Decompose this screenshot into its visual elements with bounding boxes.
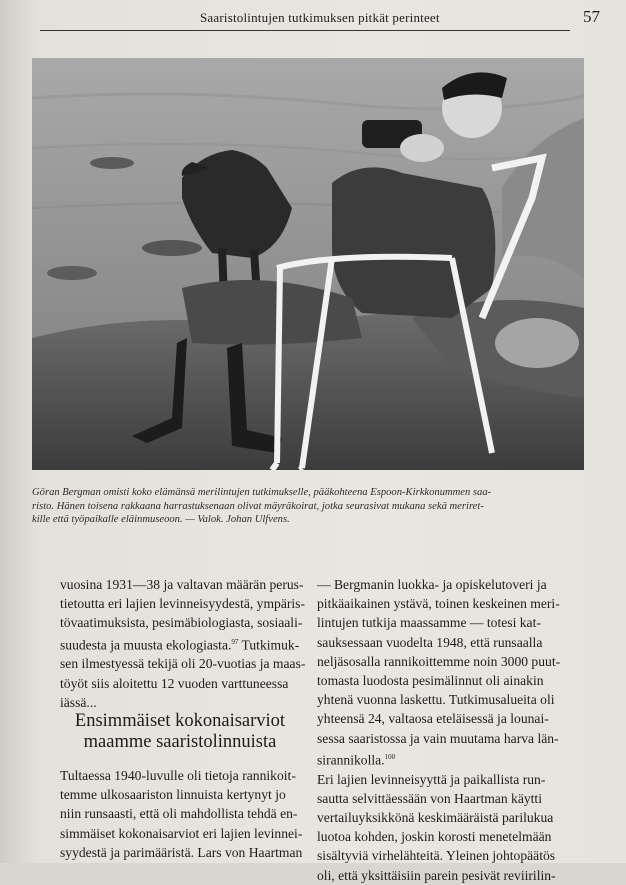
running-title: Saaristolintujen tutkimuksen pitkät perinteet bbox=[200, 10, 440, 25]
section-heading-line1: Ensimmäiset kokonaisarviot bbox=[74, 711, 286, 731]
text-line: oli, että yksittäisiin parein pesivät reviirilin- bbox=[317, 867, 556, 883]
text-line: iässä... bbox=[60, 694, 97, 710]
text-line: Eri lajien levinneisyyttä ja paikallista run- bbox=[317, 771, 546, 787]
text-line: tövaatimuksista, pesimäbiologiasta, sosiaali- bbox=[60, 615, 303, 631]
text-line: syydestä ja parimääristä. Lars von Haartman bbox=[60, 844, 303, 860]
caption-line: Göran Bergman omisti koko elämänsä merilintujen tutkimukselle, pääkohteena Espoon-Kirkkonummen saa- bbox=[32, 487, 492, 498]
text-line: sisältyviä virhelähteitä. Yleinen johtopäätös bbox=[317, 848, 556, 864]
text-line: vertailuyksikkönä keskimääräistä parilukua bbox=[317, 809, 554, 825]
text-line: sen ilmestyessä tekijä oli 20-vuotias ja maas- bbox=[60, 656, 306, 672]
left-column-text-2 bbox=[60, 766, 303, 862]
page-header bbox=[40, 7, 600, 31]
text-line: tietoutta eri lajien levinneisyydestä, ympäris- bbox=[60, 596, 305, 612]
text-line: simmäiset kokonaisarviot eri lajien levinnei- bbox=[60, 825, 303, 841]
section-heading bbox=[60, 711, 300, 753]
text-line: sautta selvittäessään von Haartman käytti bbox=[317, 790, 542, 806]
text-line: yhteensä 24, valtaosa eteläisessä ja lounai- bbox=[317, 711, 549, 727]
text-line: neljäsosalla rannikoittemme noin 3000 puut- bbox=[317, 653, 561, 669]
text-line: lintujen tutkija maassamme — totesi kat- bbox=[317, 615, 541, 631]
caption-line: kille että työpaikalle eläinmuseoon. — Valok. Johan Ulfvens. bbox=[32, 514, 290, 525]
text-line: vuosina 1931—38 ja valtavan määrän perus- bbox=[60, 577, 304, 592]
footnote-marker: 97 bbox=[231, 637, 239, 646]
section-heading-line2: maamme saaristolinnuista bbox=[83, 732, 277, 752]
text-line: töyöt siis aloitettu 12 vuoden varttuneessa bbox=[60, 675, 289, 691]
left-column-text bbox=[60, 575, 306, 712]
text-line: sauksessaan vuodelta 1948, että runsaalla bbox=[317, 634, 543, 650]
text-line: Tultaessa 1940-luvulle oli tietoja rannikoit- bbox=[60, 768, 296, 783]
photo-man-with-dog bbox=[32, 58, 584, 470]
text-line: luotoa kohden, joskin korosti menetelmään bbox=[317, 829, 552, 845]
photo-illustration bbox=[32, 58, 584, 470]
caption-line: risto. Hänen toisena rakkaana harrastuksenaan olivat mäyräkoirat, jotka seurasivat mukana sekä meriret- bbox=[32, 500, 484, 512]
text-line: sirannikolla.$^{100}$ bbox=[317, 752, 396, 768]
footnote-marker: 100 bbox=[384, 752, 396, 761]
photo-caption bbox=[32, 486, 584, 527]
text-line: suudesta ja muusta ekologiasta.$^{97}$ Tutkimuk- bbox=[60, 637, 300, 653]
page-number: 57 bbox=[583, 7, 600, 26]
text-line: — Bergmanin luokka- ja opiskelutoveri ja bbox=[317, 577, 547, 592]
text-line: temme ulkosaariston linnuista kertynyt jo bbox=[60, 787, 286, 803]
text-line: niin runsaasti, että oli mahdollista tehdä en- bbox=[60, 806, 298, 822]
text-line: sessa saaristossa ja vain muutama harva län- bbox=[317, 730, 559, 746]
text-line: tomasta luodosta pesimälinnut oli ainakin bbox=[317, 673, 544, 689]
text-line: yhtenä vuonna laskettu. Tutkimusalueita oli bbox=[317, 692, 555, 708]
right-column-text bbox=[317, 575, 587, 885]
text-line: pitkäaikainen ystävä, toinen keskeinen meri- bbox=[317, 596, 560, 612]
